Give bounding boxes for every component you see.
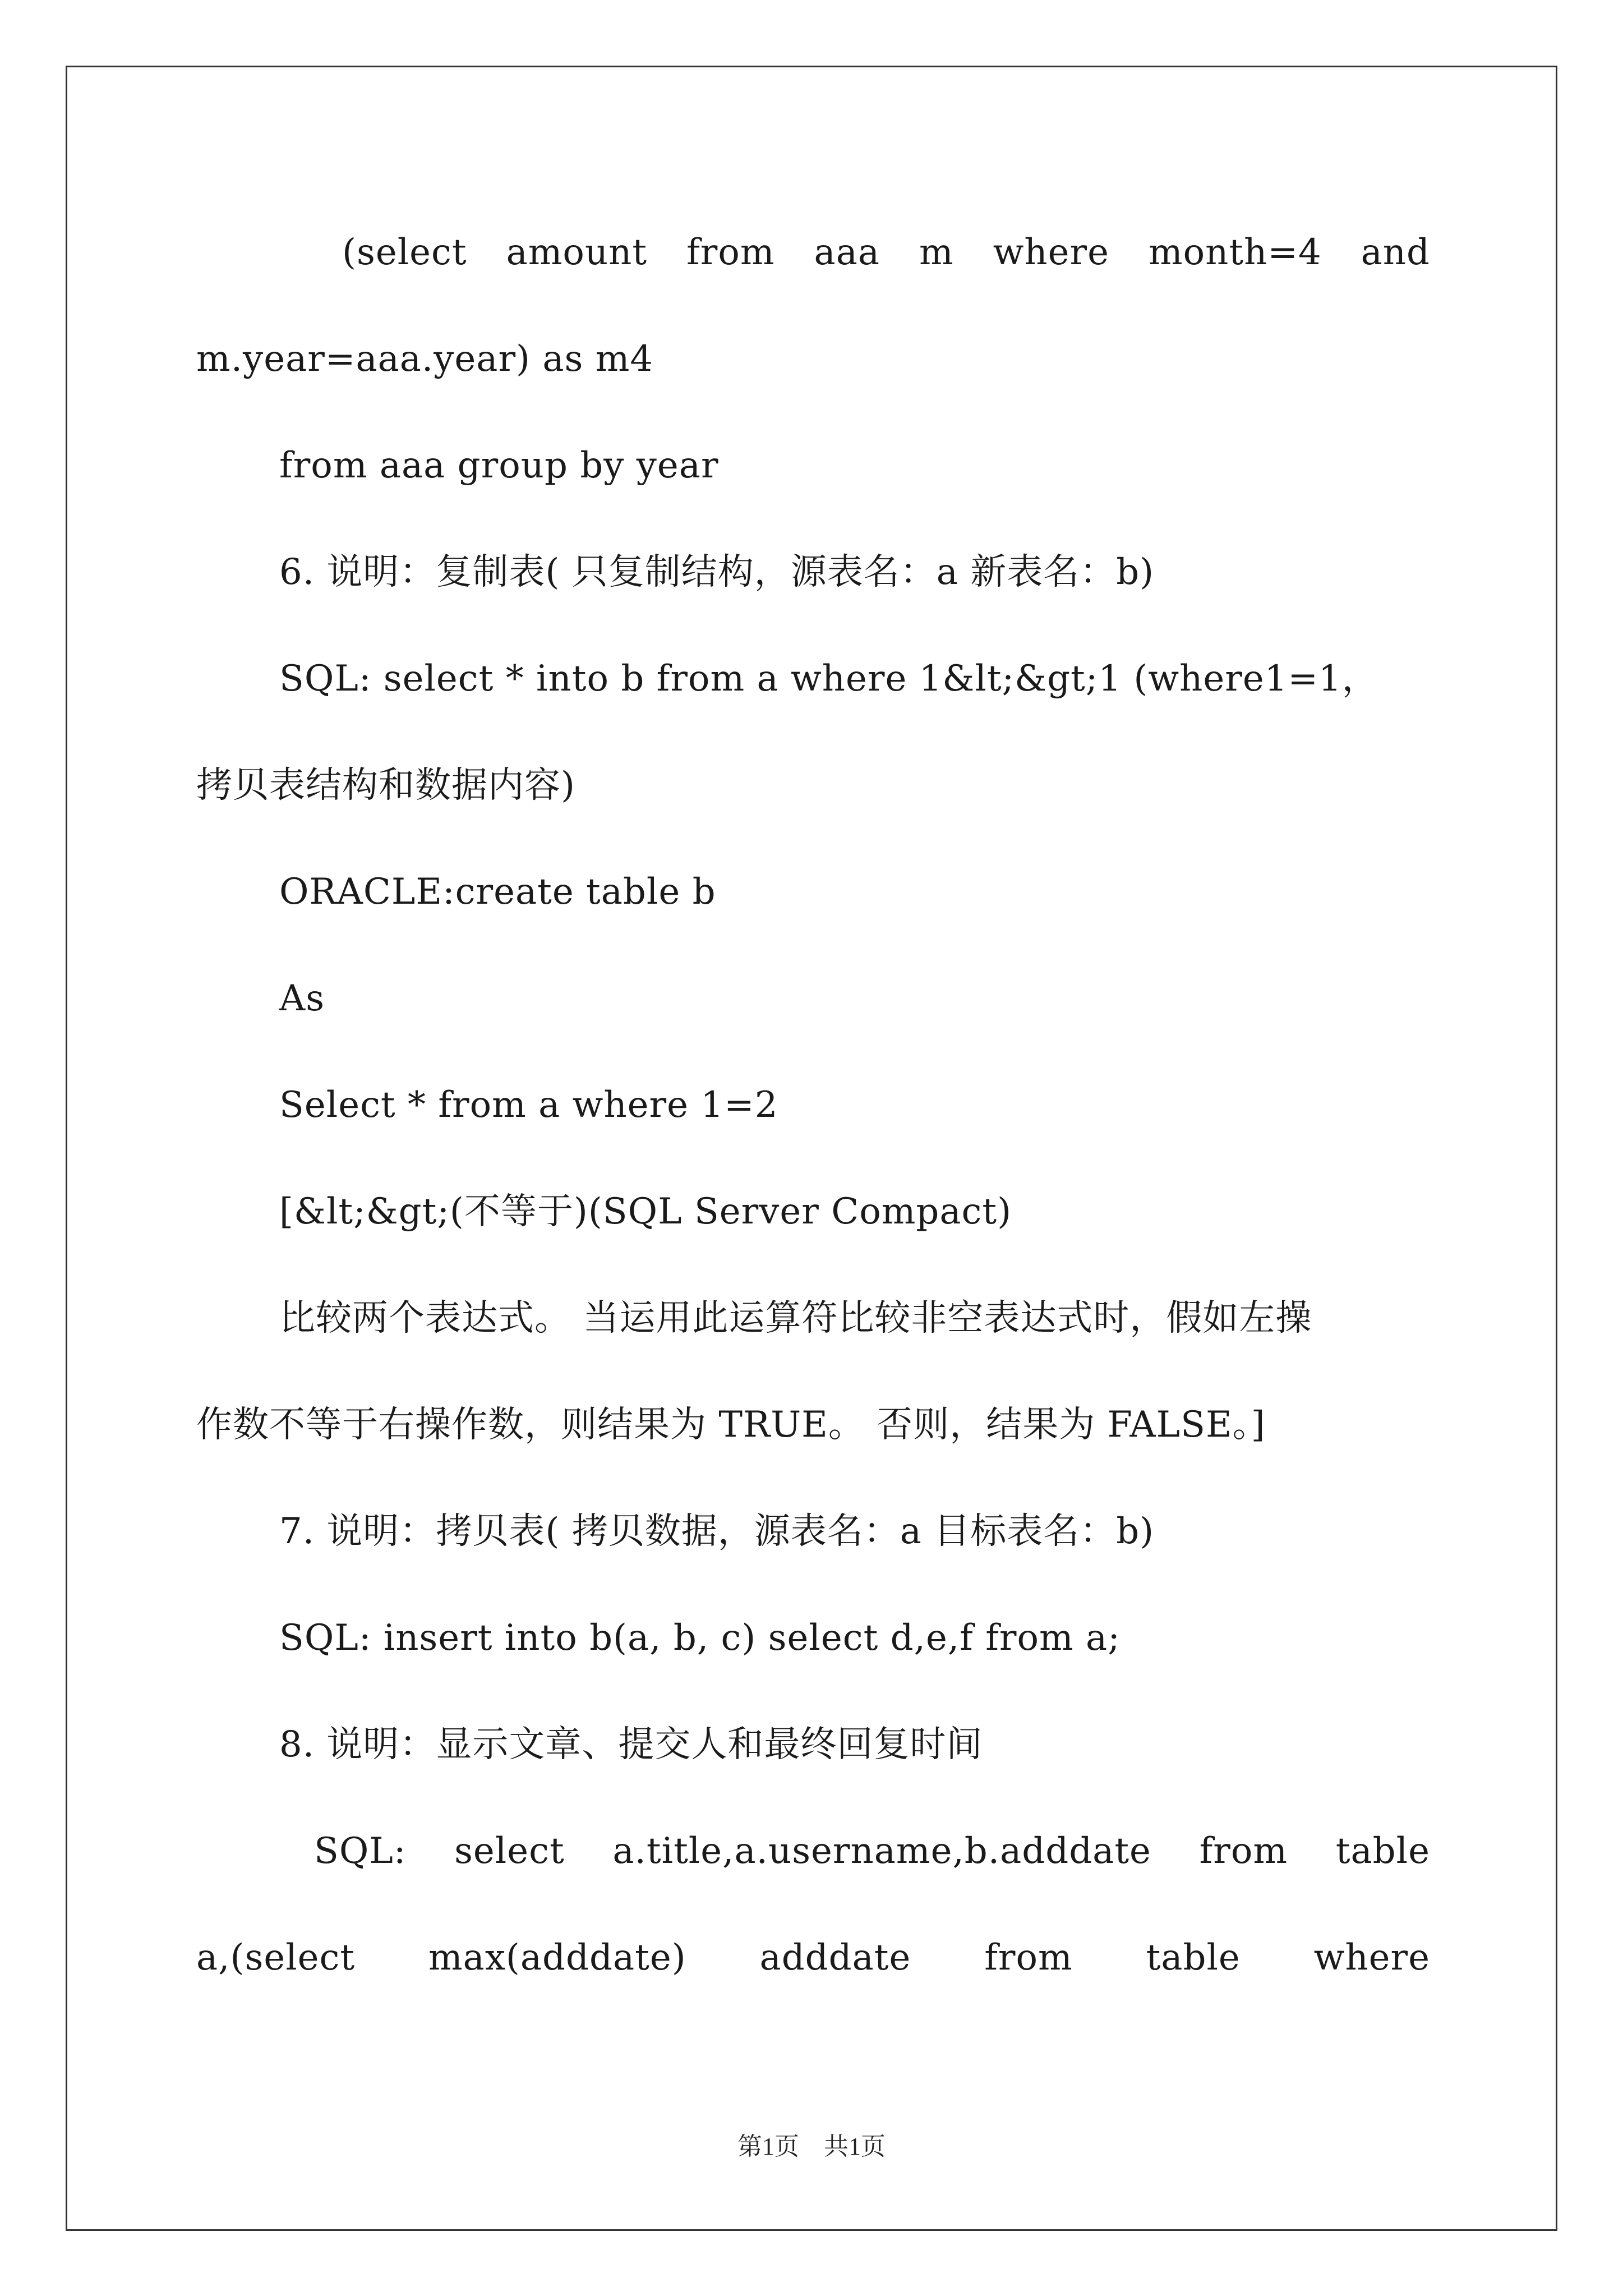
text-line-15: 8. 说明：显示文章、提交人和最终回复时间 xyxy=(279,1724,983,1765)
word: aaa xyxy=(814,232,880,273)
word: SQL: xyxy=(314,1830,407,1872)
text-line-9: Select * from a where 1=2 xyxy=(279,1084,778,1126)
text-line-11: 比较两个表达式。 当运用此运算符比较非空表达式时，假如左操 xyxy=(279,1297,1312,1339)
word: table xyxy=(1146,1937,1241,1978)
word: table xyxy=(1335,1830,1430,1872)
word: where xyxy=(993,232,1109,273)
text-line-7: ORACLE:create table b xyxy=(279,871,716,913)
text-line-12: 作数不等于右操作数，则结果为 TRUE。 否则，结果为 FALSE。] xyxy=(196,1404,1266,1446)
word: from xyxy=(686,232,775,273)
word: month=4 xyxy=(1148,232,1322,273)
word: a.title,a.username,b.adddate xyxy=(612,1830,1151,1872)
text-line-6: 拷贝表结构和数据内容) xyxy=(196,765,575,806)
text-line-10: [&lt;&gt;(不等于)(SQL Server Compact) xyxy=(279,1191,1012,1232)
text-line-16 xyxy=(196,1823,1430,1930)
word: from xyxy=(984,1937,1073,1978)
word: (select xyxy=(342,232,467,273)
word: amount xyxy=(506,232,648,273)
word: a,(select xyxy=(196,1937,356,1978)
text-line-14: SQL: insert into b(a, b, c) select d,e,f from a; xyxy=(279,1617,1121,1659)
text-line-8: As xyxy=(279,978,325,1019)
text-line-2: m.year=aaa.year) as m4 xyxy=(196,338,654,380)
text-line-13: 7. 说明：拷贝表( 拷贝数据，源表名：a 目标表名：b) xyxy=(279,1511,1155,1552)
word: and xyxy=(1361,232,1430,273)
word: m xyxy=(919,232,954,273)
text-line-17 xyxy=(196,1930,1430,2036)
text-line-3: from aaa group by year xyxy=(279,445,719,486)
word: where xyxy=(1313,1937,1430,1978)
word: select xyxy=(454,1830,565,1872)
text-line-4: 6. 说明：复制表( 只复制结构，源表名：a 新表名：b) xyxy=(279,551,1155,593)
text-line-1 xyxy=(196,224,1430,331)
page-footer: 第1页 共1页 xyxy=(737,2133,886,2160)
document-body xyxy=(196,224,1430,2036)
text-line-5: SQL: select * into b from a where 1&lt;&gt;1 (where1=1， xyxy=(279,658,1378,700)
word: adddate xyxy=(759,1937,911,1978)
word: max(adddate) xyxy=(428,1937,686,1978)
word: from xyxy=(1199,1830,1288,1872)
